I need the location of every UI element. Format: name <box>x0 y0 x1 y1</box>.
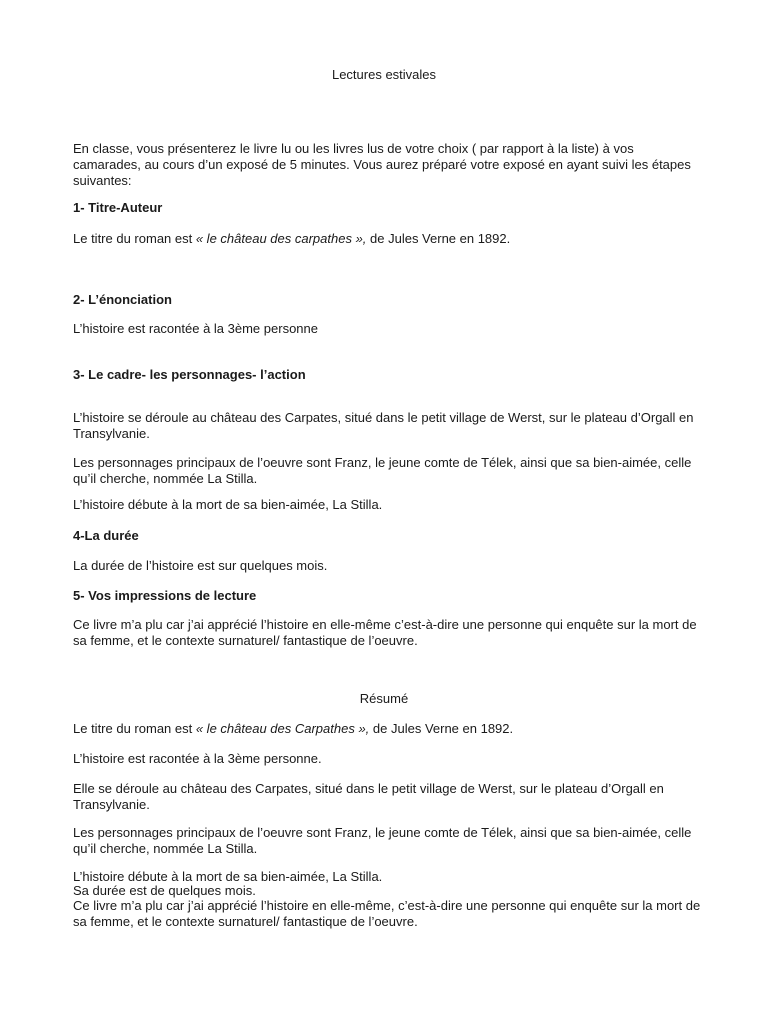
resume-line1-italic: « le château des Carpathes », <box>195 721 370 736</box>
section3-para2: Les personnages principaux de l’oeuvre sont Franz, le jeune comte de Télek, ainsi que sa bien-aimée, celle qu’il cherche, nommée La Stilla. <box>73 455 692 486</box>
section5-text: Ce livre m’a plu car j’ai apprécié l’histoire en elle-même c’est-à-dire une personne qui enquête sur la mort de sa femme, et le contexte surnaturel/ fantastique de l’oeuvre. <box>73 617 697 648</box>
section1-text-italic: « le château des carpathes », <box>195 231 367 246</box>
section2-heading: 2- L’énonciation <box>73 292 172 307</box>
resume-line5c: Ce livre m’a plu car j’ai apprécié l’histoire en elle-même, c’est-à-dire une personne qui enquête sur la mort de sa femme, et le contexte surnaturel/ fantastique de l’oeuvre. <box>73 898 701 929</box>
section3-heading: 3- Le cadre- les personnages- l’action <box>73 367 306 382</box>
section1-heading: 1- Titre-Auteur <box>73 200 163 215</box>
resume-line1-after: de Jules Verne en 1892. <box>369 721 514 736</box>
section3-para1: L’histoire se déroule au château des Carpates, situé dans le petit village de Werst, sur le plateau d’Orgall en Transylvanie. <box>73 410 694 441</box>
section3-para3: L’histoire débute à la mort de sa bien-aimée, La Stilla. <box>73 497 383 512</box>
intro-paragraph: En classe, vous présenterez le livre lu ou les livres lus de votre choix ( par rapport à la liste) à vos camarades, au cours d’un exposé de 5 minutes. Vous aurez préparé votre exposé en ayant suivi les étapes suivantes: <box>73 141 691 188</box>
section4-text: La durée de l’histoire est sur quelques mois. <box>73 558 328 573</box>
section1-text-before: Le titre du roman est <box>73 231 196 246</box>
resume-line1-before: Le titre du roman est <box>73 721 196 736</box>
section4-heading: 4-La durée <box>73 528 139 543</box>
resume-line5a: L’histoire débute à la mort de sa bien-aimée, La Stilla. <box>73 869 383 884</box>
resume-line5b: Sa durée est de quelques mois. <box>73 883 256 898</box>
resume-line2: L’histoire est racontée à la 3ème personne. <box>73 751 322 766</box>
document-title: Lectures estivales <box>331 67 437 82</box>
resume-line4: Les personnages principaux de l’oeuvre sont Franz, le jeune comte de Télek, ainsi que sa bien-aimée, celle qu’il cherche, nommée La Stilla. <box>73 825 692 856</box>
resume-line1 <box>73 721 703 737</box>
section5-heading: 5- Vos impressions de lecture <box>73 588 257 603</box>
section1-text <box>73 231 703 247</box>
resume-line3: Elle se déroule au château des Carpates, situé dans le petit village de Werst, sur le plateau d’Orgall en Transylvanie. <box>73 781 664 812</box>
section2-text: L’histoire est racontée à la 3ème personne <box>73 321 318 336</box>
section1-text-after: de Jules Verne en 1892. <box>366 231 511 246</box>
resume-title: Résumé <box>359 691 409 706</box>
